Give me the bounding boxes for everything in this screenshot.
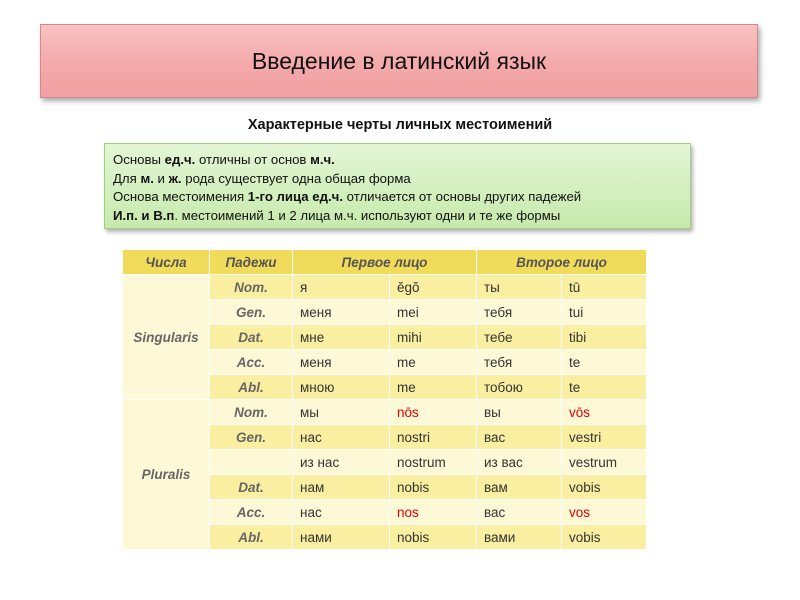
note-text: отличны от основ <box>195 152 311 167</box>
number-label: Singularis <box>123 275 210 400</box>
note-bold-text: 1-го лица ед.ч. <box>247 189 343 204</box>
pronoun-table <box>122 249 647 550</box>
header-first-person: Первое лицо <box>293 250 477 275</box>
second-latin-cell: vobis <box>562 475 647 500</box>
note-line <box>113 151 690 170</box>
case-cell <box>210 450 293 475</box>
title-banner <box>40 24 758 98</box>
header-numbers: Числа <box>123 250 210 275</box>
second-russian-cell: тебя <box>477 300 562 325</box>
note-text: отличается от основы других падежей <box>343 189 582 204</box>
case-cell: Dat. <box>210 475 293 500</box>
first-latin-cell: mihi <box>390 325 477 350</box>
note-text: Для <box>113 170 141 186</box>
first-latin-cell: me <box>390 350 477 375</box>
first-russian-cell: меня <box>293 300 390 325</box>
page-title: Введение в латинский язык <box>251 47 547 74</box>
case-cell: Abl. <box>210 375 293 400</box>
first-latin-cell: nobis <box>390 475 477 500</box>
first-latin-cell: nostrum <box>390 450 477 475</box>
first-latin-cell: mei <box>390 300 477 325</box>
second-latin-cell: tibi <box>562 325 647 350</box>
note-text: и <box>153 170 169 186</box>
second-russian-cell: тобою <box>477 375 562 400</box>
case-cell: Gen. <box>210 425 293 450</box>
note-bold-text: ед.ч. <box>164 152 196 167</box>
note-text: . местоимений 1 и 2 лица м.ч. используют одни и те же формы <box>174 207 561 223</box>
first-russian-cell: меня <box>293 350 390 375</box>
second-russian-cell: вас <box>477 425 562 450</box>
case-cell: Nom. <box>210 400 293 425</box>
table-header-row <box>123 250 647 275</box>
case-cell: Nom. <box>210 275 293 300</box>
case-cell: Abl. <box>210 525 293 550</box>
first-russian-cell: нами <box>293 525 390 550</box>
first-russian-cell: из нас <box>293 450 390 475</box>
second-latin-cell: vobis <box>562 525 647 550</box>
second-russian-cell: тебе <box>477 325 562 350</box>
second-russian-cell: вас <box>477 500 562 525</box>
second-russian-cell: вам <box>477 475 562 500</box>
second-russian-cell: тебя <box>477 350 562 375</box>
second-latin-cell: te <box>562 375 647 400</box>
table-row <box>123 400 647 425</box>
note-text: рода существует одна общая форма <box>181 170 411 186</box>
second-russian-cell: вами <box>477 525 562 550</box>
header-second-person: Второе лицо <box>477 250 647 275</box>
notes-box <box>104 143 691 229</box>
first-russian-cell: нас <box>293 500 390 525</box>
note-line <box>113 207 690 226</box>
number-label: Pluralis <box>123 400 210 550</box>
case-cell: Acc. <box>210 350 293 375</box>
first-latin-cell: nos <box>390 500 477 525</box>
header-cases: Падежи <box>210 250 293 275</box>
case-cell: Gen. <box>210 300 293 325</box>
section-subtitle: Характерные черты личных местоимений <box>247 117 553 133</box>
second-latin-cell: tui <box>562 300 647 325</box>
note-bold-text: И.п. и В.п <box>113 207 175 223</box>
first-latin-cell: nostri <box>390 425 477 450</box>
note-line <box>113 188 690 207</box>
first-latin-cell: nōs <box>390 400 477 425</box>
second-latin-cell: tū <box>562 275 647 300</box>
first-latin-cell: me <box>390 375 477 400</box>
case-cell: Acc. <box>210 500 293 525</box>
note-line <box>113 170 690 189</box>
first-russian-cell: нам <box>293 475 390 500</box>
second-russian-cell: вы <box>477 400 562 425</box>
first-latin-cell: ĕgŏ <box>390 275 477 300</box>
first-russian-cell: я <box>293 275 390 300</box>
note-bold-text: ж. <box>168 170 182 186</box>
second-latin-cell: vestri <box>562 425 647 450</box>
first-russian-cell: нас <box>293 425 390 450</box>
note-bold-text: м.ч. <box>310 152 335 167</box>
note-bold-text: м. <box>140 170 154 186</box>
first-latin-cell: nobis <box>390 525 477 550</box>
second-latin-cell: vestrum <box>562 450 647 475</box>
second-latin-cell: vōs <box>562 400 647 425</box>
first-russian-cell: мною <box>293 375 390 400</box>
table-row <box>123 275 647 300</box>
first-russian-cell: мне <box>293 325 390 350</box>
note-text: Основы <box>113 152 165 167</box>
second-russian-cell: из вас <box>477 450 562 475</box>
case-cell: Dat. <box>210 325 293 350</box>
second-russian-cell: ты <box>477 275 562 300</box>
first-russian-cell: мы <box>293 400 390 425</box>
note-text: Основа местоимения <box>113 189 248 204</box>
second-latin-cell: vos <box>562 500 647 525</box>
second-latin-cell: te <box>562 350 647 375</box>
